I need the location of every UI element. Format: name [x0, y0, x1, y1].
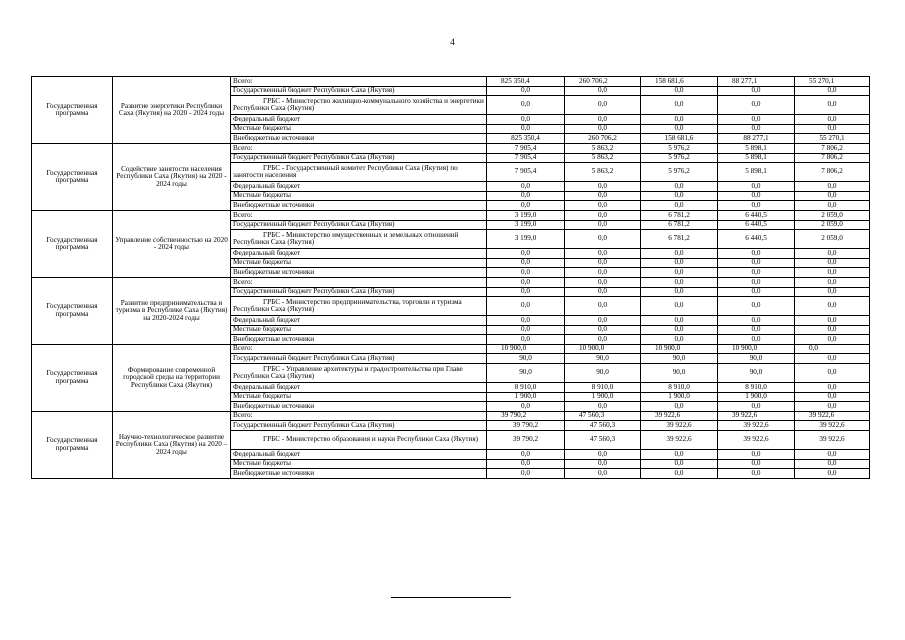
- value-cell: 158 681,6: [641, 134, 718, 144]
- value-cell: 0,0: [718, 86, 795, 96]
- value-cell: 0,0: [641, 469, 718, 479]
- value-cell: 3 199,0: [487, 210, 565, 220]
- value-cell: 0,0: [565, 402, 641, 412]
- value-cell: 0,0: [795, 258, 870, 268]
- value-cell: 0,0: [641, 268, 718, 278]
- value-cell: 0,0: [795, 191, 870, 201]
- value-cell: 5 863,2: [565, 153, 641, 163]
- value-cell: 7 806,2: [795, 163, 870, 182]
- table-row: [32, 143, 870, 153]
- value-cell: 0,0: [718, 124, 795, 134]
- funding-category-cell: Местные бюджеты: [231, 459, 487, 469]
- value-cell: 260 706,2: [565, 134, 641, 144]
- value-cell: 6 440,5: [718, 230, 795, 249]
- value-cell: 0,0: [718, 287, 795, 297]
- funding-category-cell: Местные бюджеты: [231, 124, 487, 134]
- value-cell: 0,0: [565, 335, 641, 345]
- funding-category-cell: Государственный бюджет Республики Саха (Якутия): [231, 220, 487, 230]
- value-cell: 6 781,2: [641, 210, 718, 220]
- value-cell: 0,0: [795, 297, 870, 316]
- value-cell: 0,0: [487, 249, 565, 259]
- value-cell: 0,0: [641, 124, 718, 134]
- value-cell: 0,0: [718, 191, 795, 201]
- value-cell: 158 681,6: [641, 77, 718, 87]
- value-cell: 0,0: [718, 469, 795, 479]
- value-cell: 5 863,2: [565, 143, 641, 153]
- funding-category-cell: Местные бюджеты: [231, 258, 487, 268]
- value-cell: 0,0: [718, 277, 795, 287]
- value-cell: 90,0: [641, 354, 718, 364]
- value-cell: 6 781,2: [641, 220, 718, 230]
- value-cell: 0,0: [641, 86, 718, 96]
- value-cell: 47 560,3: [565, 411, 641, 421]
- program-type-cell: Государственная программа: [32, 277, 113, 344]
- table-row: [32, 411, 870, 421]
- value-cell: 0,0: [641, 182, 718, 192]
- value-cell: 0,0: [565, 96, 641, 115]
- value-cell: 5 863,2: [565, 163, 641, 182]
- value-cell: 7 806,2: [795, 143, 870, 153]
- value-cell: 0,0: [565, 316, 641, 326]
- page-number: 4: [450, 37, 455, 47]
- value-cell: 90,0: [565, 364, 641, 383]
- program-name-cell: Развитие энергетики Республики Саха (Якутия) на 2020 - 2024 годы: [113, 77, 231, 144]
- value-cell: 0,0: [718, 268, 795, 278]
- value-cell: 0,0: [565, 469, 641, 479]
- value-cell: 0,0: [641, 191, 718, 201]
- value-cell: 5 976,2: [641, 153, 718, 163]
- value-cell: 10 900,0: [641, 344, 718, 354]
- value-cell: 2 059,0: [795, 230, 870, 249]
- funding-category-cell: Внебюджетные источники: [231, 335, 487, 345]
- funding-category-cell: Всего:: [231, 143, 487, 153]
- value-cell: 0,0: [718, 325, 795, 335]
- value-cell: 1 900,0: [487, 392, 565, 402]
- value-cell: 39 922,6: [718, 431, 795, 450]
- value-cell: 2 059,0: [795, 210, 870, 220]
- value-cell: 10 900,0: [487, 344, 565, 354]
- value-cell: 0,0: [718, 201, 795, 211]
- program-type-cell: Государственная программа: [32, 77, 113, 144]
- value-cell: 0,0: [565, 450, 641, 460]
- value-cell: 0,0: [641, 325, 718, 335]
- value-cell: 0,0: [795, 86, 870, 96]
- value-cell: 1 900,0: [641, 392, 718, 402]
- value-cell: 39 922,6: [641, 431, 718, 450]
- value-cell: 0,0: [795, 354, 870, 364]
- value-cell: 7 905,4: [487, 163, 565, 182]
- funding-category-cell: Федеральный бюджет: [231, 450, 487, 460]
- value-cell: 0,0: [718, 182, 795, 192]
- value-cell: 0,0: [641, 335, 718, 345]
- funding-category-cell: ГРБС - Управление архитектуры и градостроительства при Главе Республики Саха (Якутия): [231, 364, 487, 383]
- value-cell: 3 199,0: [487, 220, 565, 230]
- funding-category-cell: Всего:: [231, 344, 487, 354]
- funding-category-cell: ГРБС - Министерство жилищно-коммунального хозяйства и энергетики Республики Саха (Якутия): [231, 96, 487, 115]
- funding-category-cell: Местные бюджеты: [231, 392, 487, 402]
- value-cell: 55 270,1: [795, 134, 870, 144]
- value-cell: 0,0: [487, 316, 565, 326]
- value-cell: 0,0: [718, 96, 795, 115]
- value-cell: 0,0: [487, 258, 565, 268]
- value-cell: 0,0: [565, 210, 641, 220]
- value-cell: 0,0: [487, 469, 565, 479]
- value-cell: 0,0: [487, 86, 565, 96]
- funding-category-cell: ГРБС - Министерство имущественных и земельных отношений Республики Саха (Якутия): [231, 230, 487, 249]
- value-cell: 0,0: [795, 277, 870, 287]
- value-cell: 88 277,1: [718, 77, 795, 87]
- funding-category-cell: Местные бюджеты: [231, 191, 487, 201]
- value-cell: 0,0: [487, 297, 565, 316]
- value-cell: 0,0: [795, 124, 870, 134]
- value-cell: 0,0: [565, 115, 641, 125]
- funding-category-cell: Федеральный бюджет: [231, 249, 487, 259]
- program-name-cell: Научно-технологическое развитие Республики Саха (Якутия) на 2020 – 2024 годы: [113, 411, 231, 478]
- value-cell: 3 199,0: [487, 230, 565, 249]
- value-cell: 0,0: [718, 249, 795, 259]
- value-cell: 0,0: [487, 287, 565, 297]
- value-cell: 0,0: [795, 364, 870, 383]
- value-cell: 0,0: [487, 277, 565, 287]
- value-cell: 7 806,2: [795, 153, 870, 163]
- funding-category-cell: Федеральный бюджет: [231, 182, 487, 192]
- value-cell: 0,0: [565, 287, 641, 297]
- value-cell: 0,0: [565, 297, 641, 316]
- value-cell: 5 898,1: [718, 153, 795, 163]
- funding-category-cell: Всего:: [231, 210, 487, 220]
- value-cell: 0,0: [641, 287, 718, 297]
- value-cell: 8 910,0: [641, 383, 718, 393]
- value-cell: 88 277,1: [718, 134, 795, 144]
- funding-category-cell: Внебюджетные источники: [231, 402, 487, 412]
- value-cell: 1 900,0: [718, 392, 795, 402]
- funding-category-cell: ГРБС - Министерство предпринимательства, торговли и туризма Республики Саха (Якутия): [231, 297, 487, 316]
- value-cell: 90,0: [487, 354, 565, 364]
- value-cell: 2 059,0: [795, 220, 870, 230]
- funding-category-cell: Внебюджетные источники: [231, 201, 487, 211]
- value-cell: 0,0: [795, 344, 870, 354]
- value-cell: 0,0: [795, 268, 870, 278]
- value-cell: 39 922,6: [795, 431, 870, 450]
- value-cell: 0,0: [641, 201, 718, 211]
- funding-category-cell: Государственный бюджет Республики Саха (Якутия): [231, 354, 487, 364]
- value-cell: 0,0: [487, 450, 565, 460]
- value-cell: 0,0: [795, 392, 870, 402]
- value-cell: 0,0: [641, 96, 718, 115]
- funding-category-cell: Федеральный бюджет: [231, 383, 487, 393]
- program-name-cell: Формирование современной городской среды на территории Республики Саха (Якутия): [113, 344, 231, 411]
- value-cell: 6 781,2: [641, 230, 718, 249]
- value-cell: 39 790,2: [487, 431, 565, 450]
- value-cell: 8 910,0: [718, 383, 795, 393]
- funding-category-cell: Государственный бюджет Республики Саха (Якутия): [231, 287, 487, 297]
- value-cell: 0,0: [641, 316, 718, 326]
- value-cell: 55 270,1: [795, 77, 870, 87]
- funding-category-cell: Всего:: [231, 411, 487, 421]
- funding-category-cell: Федеральный бюджет: [231, 316, 487, 326]
- value-cell: 0,0: [795, 383, 870, 393]
- value-cell: 0,0: [565, 191, 641, 201]
- value-cell: 0,0: [487, 182, 565, 192]
- value-cell: 39 922,6: [718, 421, 795, 431]
- value-cell: 6 440,5: [718, 220, 795, 230]
- value-cell: 0,0: [641, 297, 718, 316]
- value-cell: 0,0: [795, 402, 870, 412]
- value-cell: 0,0: [565, 201, 641, 211]
- value-cell: 39 790,2: [487, 411, 565, 421]
- value-cell: 0,0: [795, 335, 870, 345]
- value-cell: 0,0: [718, 297, 795, 316]
- value-cell: 7 905,4: [487, 143, 565, 153]
- value-cell: 0,0: [487, 335, 565, 345]
- value-cell: 0,0: [565, 258, 641, 268]
- funding-category-cell: Внебюджетные источники: [231, 268, 487, 278]
- value-cell: 5 898,1: [718, 163, 795, 182]
- funding-category-cell: Федеральный бюджет: [231, 115, 487, 125]
- value-cell: 0,0: [565, 124, 641, 134]
- funding-category-cell: Государственный бюджет Республики Саха (Якутия): [231, 86, 487, 96]
- value-cell: 0,0: [487, 124, 565, 134]
- value-cell: 39 922,6: [795, 421, 870, 431]
- value-cell: 0,0: [718, 115, 795, 125]
- value-cell: 0,0: [487, 459, 565, 469]
- value-cell: 0,0: [565, 325, 641, 335]
- value-cell: 0,0: [795, 249, 870, 259]
- table-row: [32, 277, 870, 287]
- funding-category-cell: ГРБС - Государственный комитет Республики Саха (Якутия) по занятости населения: [231, 163, 487, 182]
- funding-category-cell: Всего:: [231, 277, 487, 287]
- value-cell: 39 922,6: [641, 421, 718, 431]
- value-cell: 0,0: [487, 402, 565, 412]
- funding-category-cell: Всего:: [231, 77, 487, 87]
- value-cell: 90,0: [718, 354, 795, 364]
- value-cell: 0,0: [565, 277, 641, 287]
- value-cell: 0,0: [641, 459, 718, 469]
- value-cell: 0,0: [718, 316, 795, 326]
- budget-table-body: [32, 77, 870, 479]
- program-name-cell: Содействие занятости населения Республики Саха (Якутия) на 2020 - 2024 годы: [113, 143, 231, 210]
- value-cell: 260 706,2: [565, 77, 641, 87]
- program-name-cell: Развитие предпринимательства и туризма в Республике Саха (Якутия) на 2020-2024 годы: [113, 277, 231, 344]
- value-cell: 0,0: [565, 249, 641, 259]
- value-cell: 0,0: [795, 182, 870, 192]
- value-cell: 0,0: [795, 287, 870, 297]
- value-cell: 90,0: [565, 354, 641, 364]
- funding-category-cell: Внебюджетные источники: [231, 134, 487, 144]
- funding-category-cell: ГРБС - Министерство образования и науки Республики Саха (Якутия): [231, 431, 487, 450]
- value-cell: 0,0: [795, 316, 870, 326]
- value-cell: 0,0: [565, 220, 641, 230]
- budget-table: [31, 76, 870, 479]
- funding-category-cell: Государственный бюджет Республики Саха (Якутия): [231, 153, 487, 163]
- value-cell: 10 900,0: [565, 344, 641, 354]
- funding-category-cell: Внебюджетные источники: [231, 469, 487, 479]
- value-cell: 39 922,6: [718, 411, 795, 421]
- value-cell: 0,0: [795, 450, 870, 460]
- value-cell: 825 350,4: [487, 134, 565, 144]
- value-cell: 47 560,3: [565, 421, 641, 431]
- funding-category-cell: Государственный бюджет Республики Саха (Якутия): [231, 421, 487, 431]
- value-cell: 0,0: [641, 115, 718, 125]
- value-cell: 0,0: [487, 201, 565, 211]
- value-cell: 0,0: [565, 230, 641, 249]
- value-cell: 0,0: [795, 96, 870, 115]
- value-cell: 0,0: [795, 469, 870, 479]
- value-cell: 0,0: [718, 335, 795, 345]
- value-cell: 0,0: [795, 115, 870, 125]
- value-cell: 0,0: [565, 86, 641, 96]
- value-cell: 0,0: [641, 402, 718, 412]
- value-cell: 10 900,0: [718, 344, 795, 354]
- table-row: [32, 344, 870, 354]
- value-cell: 0,0: [795, 325, 870, 335]
- value-cell: 825 350,4: [487, 77, 565, 87]
- value-cell: 0,0: [718, 459, 795, 469]
- value-cell: 8 910,0: [487, 383, 565, 393]
- value-cell: 47 560,3: [565, 431, 641, 450]
- value-cell: 0,0: [718, 258, 795, 268]
- footer-divider: [391, 597, 511, 598]
- value-cell: 0,0: [718, 450, 795, 460]
- value-cell: 0,0: [487, 191, 565, 201]
- value-cell: 0,0: [795, 459, 870, 469]
- value-cell: 0,0: [641, 277, 718, 287]
- value-cell: 0,0: [718, 402, 795, 412]
- value-cell: 5 898,1: [718, 143, 795, 153]
- table-row: [32, 210, 870, 220]
- value-cell: 39 922,6: [641, 411, 718, 421]
- value-cell: 0,0: [641, 249, 718, 259]
- value-cell: 90,0: [487, 364, 565, 383]
- value-cell: 39 790,2: [487, 421, 565, 431]
- value-cell: 6 440,5: [718, 210, 795, 220]
- value-cell: 0,0: [487, 115, 565, 125]
- value-cell: 0,0: [487, 268, 565, 278]
- value-cell: 1 900,0: [565, 392, 641, 402]
- program-name-cell: Управление собственностью на 2020 - 2024 годы: [113, 210, 231, 277]
- value-cell: 0,0: [565, 182, 641, 192]
- value-cell: 0,0: [795, 201, 870, 211]
- value-cell: 0,0: [641, 258, 718, 268]
- program-type-cell: Государственная программа: [32, 210, 113, 277]
- value-cell: 0,0: [487, 96, 565, 115]
- table-row: [32, 77, 870, 87]
- value-cell: 90,0: [641, 364, 718, 383]
- value-cell: 5 976,2: [641, 143, 718, 153]
- value-cell: 0,0: [565, 459, 641, 469]
- value-cell: 39 922,6: [795, 411, 870, 421]
- funding-category-cell: Местные бюджеты: [231, 325, 487, 335]
- value-cell: 8 910,0: [565, 383, 641, 393]
- value-cell: 0,0: [487, 325, 565, 335]
- program-type-cell: Государственная программа: [32, 143, 113, 210]
- value-cell: 0,0: [565, 268, 641, 278]
- value-cell: 0,0: [641, 450, 718, 460]
- value-cell: 7 905,4: [487, 153, 565, 163]
- program-type-cell: Государственная программа: [32, 411, 113, 478]
- value-cell: 5 976,2: [641, 163, 718, 182]
- value-cell: 90,0: [718, 364, 795, 383]
- program-type-cell: Государственная программа: [32, 344, 113, 411]
